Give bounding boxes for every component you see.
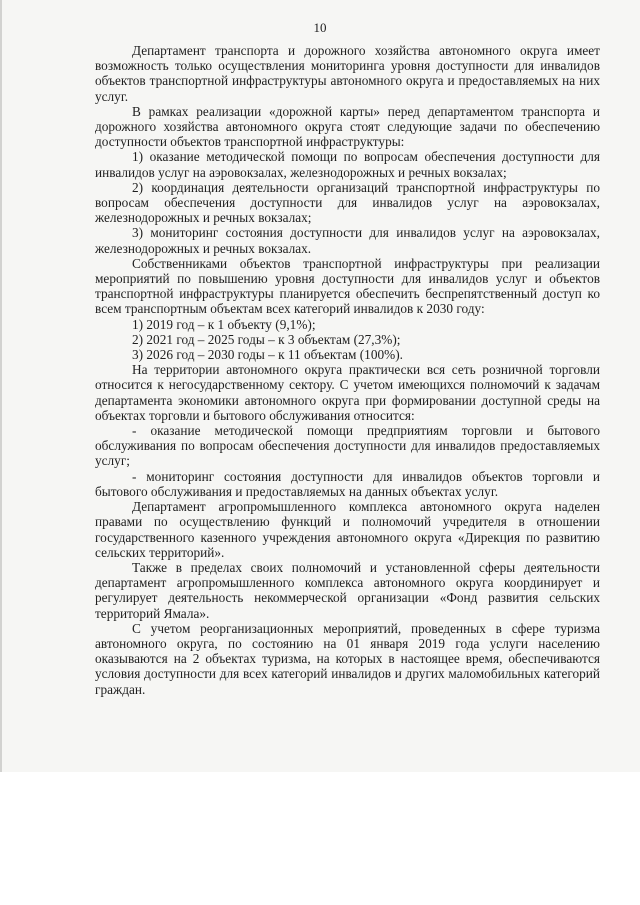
paragraph: Департамент агропромышленного комплекса автономного округа наделен правами по осуществлению функций и полномочий учредителя в отношении государственного казенного учреждения автономного округа «Дирекция по развитию сельских территорий». xyxy=(95,499,600,560)
paragraph: 1) 2019 год – к 1 объекту (9,1%); xyxy=(132,316,316,332)
paragraph: 2) координация деятельности организаций транспортной инфраструктуры по вопросам обеспечения доступности для инвалидов услуг на аэровокзалах, железнодорожных и речных вокзалах; xyxy=(95,179,600,226)
paragraph: С учетом реорганизационных мероприятий, проведенных в сфере туризма автономного округа, по состоянию на 01 января 2019 года услуги населению оказываются на 2 объектах туризма, на которых в настоящее время, обеспечиваются условия доступности для всех категорий инвалидов и других маломобильных категорий граждан. xyxy=(95,620,600,697)
paragraph: 1) оказание методической помощи по вопросам обеспечения доступности для инвалидов услуг на аэровокзалах, железнодорожных и речных вокзалах; xyxy=(95,149,600,180)
blank-area-below-page xyxy=(0,772,640,905)
paragraph: В рамках реализации «дорожной карты» перед департаментом транспорта и дорожного хозяйства автономного округа стоят следующие задачи по обеспечению доступности объектов транспортной инфраструктуры: xyxy=(95,103,600,150)
page-edge xyxy=(0,0,2,772)
paragraph: - оказание методической помощи предприятиям торговли и бытового обслуживания по вопросам обеспечения доступности для инвалидов предоставляемых услуг; xyxy=(95,423,600,469)
paragraph: - мониторинг состояния доступности для инвалидов объектов торговли и бытового обслуживания и предоставляемых на данных объектах услуг. xyxy=(95,468,600,499)
page-number: 10 xyxy=(313,20,327,35)
paragraph: Собственниками объектов транспортной инфраструктуры при реализации мероприятий по повышению уровня доступности для инвалидов услуг и объектов транспортной инфраструктуры планируется обеспечить беспрепятственный доступ ко всем транспортным объектам всех категорий инвалидов к 2030 году: xyxy=(95,255,600,317)
paragraph: 3) мониторинг состояния доступности для инвалидов услуг на аэровокзалах, железнодорожных и речных вокзалах. xyxy=(95,225,600,256)
paragraph: 2) 2021 год – 2025 годы – к 3 объектам (27,3%); xyxy=(132,331,401,347)
paragraph: Департамент транспорта и дорожного хозяйства автономного округа имеет возможность только осуществления мониторинга уровня доступности для инвалидов объектов транспортной инфраструктуры автономного округа и предоставляемых на них услуг. xyxy=(95,43,600,104)
paragraph: 3) 2026 год – 2030 годы – к 11 объектам (100%). xyxy=(132,347,403,363)
paragraph: Также в пределах своих полномочий и установленной сферы деятельности департамент агропромышленного комплекса автономного округа координирует и регулирует деятельность некоммерческой организации «Фонд развития сельских территорий Ямала». xyxy=(95,559,600,621)
document-body xyxy=(95,43,600,697)
paragraph: На территории автономного округа практически вся сеть розничной торговли относится к негосударственному сектору. С учетом имеющихся полномочий к задачам департамента экономики автономного округа при формировании доступной среды на объектах торговли и бытового обслуживания относится: xyxy=(95,362,600,423)
